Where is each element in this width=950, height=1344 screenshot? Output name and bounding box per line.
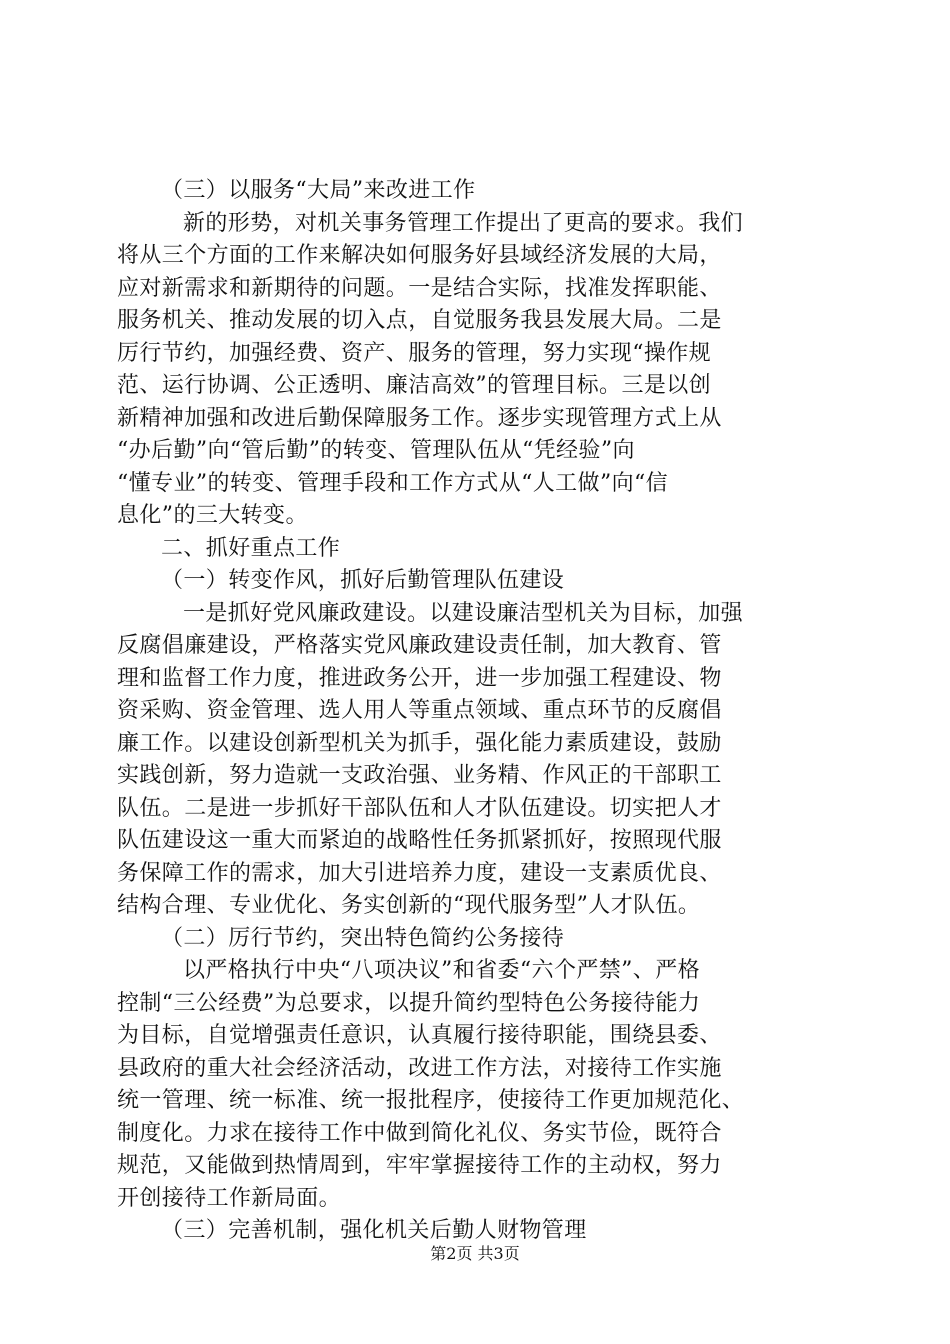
text-line: 二、抓好重点工作 — [161, 535, 341, 561]
text-line: 以严格执行中央“八项决议”和省委“六个严禁”、严格 — [183, 958, 700, 983]
text-line: 制度化。力求在接待工作中做到简化礼仪、务实节俭，既符合 — [117, 1120, 722, 1146]
text-line: 务保障工作的需求，加大引进培养力度，建设一支素质优良、 — [117, 860, 722, 886]
text-line: 息化”的三大转变。 — [117, 503, 308, 528]
text-line: 反腐倡廉建设，严格落实党风廉政建设责任制，加大教育、管 — [117, 633, 722, 658]
text-line: 开创接待工作新局面。 — [117, 1185, 342, 1211]
text-line: “办后勤”向“管后勤”的转变、管理队伍从“凭经验”向 — [117, 438, 635, 463]
text-line: 实践创新，努力造就一支政治强、业务精、作风正的干部职工 — [117, 763, 722, 788]
text-line: 队伍。二是进一步抓好干部队伍和人才队伍建设。切实把人才 — [117, 795, 722, 821]
text-line: 范、运行协调、公正透明、廉洁高效”的管理目标。三是以创 — [117, 373, 712, 398]
text-line: 资采购、资金管理、选人用人等重点领域、重点环节的反腐倡 — [117, 698, 722, 723]
text-line: 新精神加强和改进后勤保障服务工作。逐步实现管理方式上从 — [117, 405, 722, 431]
document-body — [117, 175, 837, 1248]
page-footer: 第2页 共3页 — [430, 1244, 520, 1263]
text-line: 规范，又能做到热情周到，牢牢掌握接待工作的主动权，努力 — [117, 1153, 722, 1178]
text-line: （三）完善机制，强化机关后勤人财物管理 — [161, 1218, 587, 1243]
text-line: 厉行节约，加强经费、资产、服务的管理，努力实现“操作规 — [117, 340, 712, 366]
text-line: 新的形势，对机关事务管理工作提出了更高的要求。我们 — [183, 210, 744, 236]
text-line: （三）以服务“大局”来改进工作 — [161, 178, 476, 203]
text-line: 统一管理、统一标准、统一报批程序，使接待工作更加规范化、 — [117, 1088, 745, 1113]
text-line: 为目标，自觉增强责任意识，认真履行接待职能，围绕县委、 — [117, 1023, 722, 1048]
text-line: 结构合理、专业优化、务实创新的“现代服务型”人才队伍。 — [117, 893, 701, 918]
text-line: 应对新需求和新期待的问题。一是结合实际，找准发挥职能、 — [117, 275, 722, 301]
text-line: 控制“三公经费”为总要求，以提升简约型特色公务接待能力 — [117, 990, 701, 1016]
text-line: 县政府的重大社会经济活动，改进工作方法，对接待工作实施 — [117, 1055, 722, 1081]
text-line: （一）转变作风，抓好后勤管理队伍建设 — [161, 568, 565, 593]
text-line: 一是抓好党风廉政建设。以建设廉洁型机关为目标，加强 — [183, 600, 744, 626]
text-line: 服务机关、推动发展的切入点，自觉服务我县发展大局。二是 — [117, 308, 722, 333]
text-line: 将从三个方面的工作来解决如何服务好县域经济发展的大局， — [117, 243, 722, 268]
text-line: 理和监督工作力度，推进政务公开，进一步加强工程建设、物 — [117, 665, 722, 691]
text-line: 廉工作。以建设创新型机关为抓手，强化能力素质建设，鼓励 — [117, 730, 722, 756]
text-line: （二）厉行节约，突出特色简约公务接待 — [161, 925, 565, 951]
text-line: “懂专业”的转变、管理手段和工作方式从“人工做”向“信 — [117, 470, 669, 496]
text-line: 队伍建设这一重大而紧迫的战略性任务抓紧抓好，按照现代服 — [117, 828, 722, 853]
